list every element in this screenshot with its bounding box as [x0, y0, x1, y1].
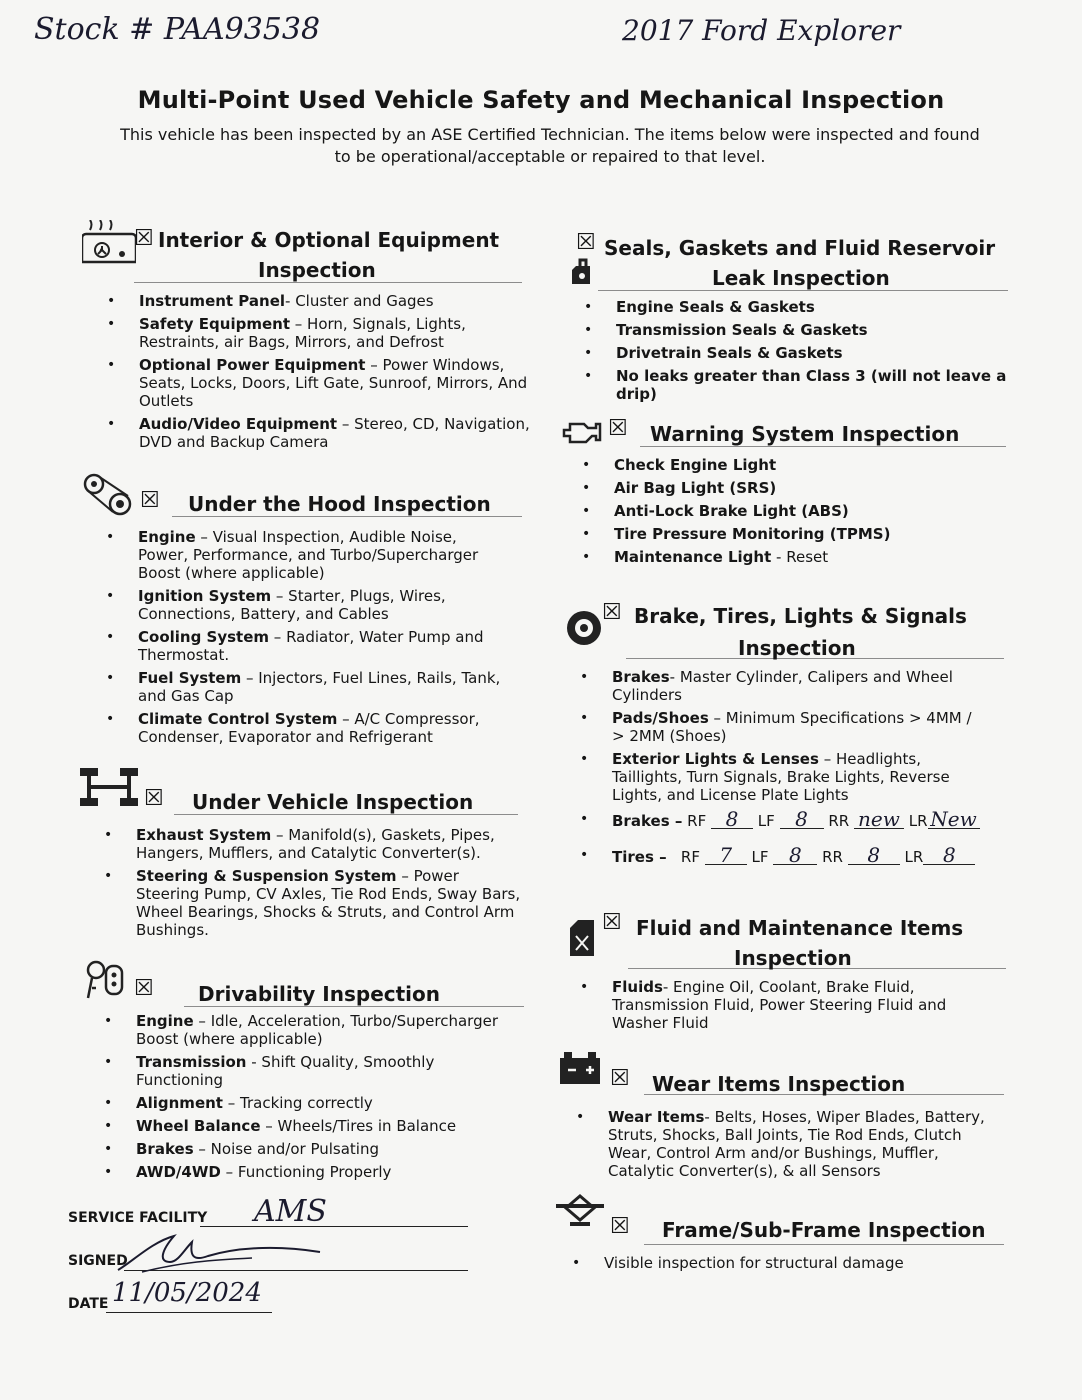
- under-hood-header: Under the Hood Inspection: [172, 472, 522, 517]
- engine-belts-icon: [82, 472, 136, 518]
- section-under-vehicle: [78, 766, 521, 939]
- list-item: • Engine Seals & Gaskets: [584, 298, 1014, 316]
- section-warning: [560, 410, 1006, 566]
- date-label: DATE: [68, 1296, 109, 1312]
- brakes-tires-header: Brake, Tires, Lights & Signals Inspection: [626, 596, 1004, 659]
- tire-lf-value[interactable]: 8: [773, 846, 817, 865]
- section-interior: [82, 220, 530, 451]
- page-title: Multi-Point Used Vehicle Safety and Mechanical Inspection: [137, 86, 945, 114]
- section-wear: [558, 1050, 1004, 1180]
- list-item: • Air Bag Light (SRS): [582, 479, 1002, 497]
- brake-rf-value[interactable]: 8: [711, 810, 753, 829]
- section-seals: [568, 228, 1008, 403]
- list-item: • Fuel System – Injectors, Fuel Lines, Rails, Tank, and Gas Cap: [106, 669, 506, 705]
- seals-list: [584, 298, 1014, 408]
- list-item: • Anti-Lock Brake Light (ABS): [582, 502, 1002, 520]
- list-item: • Cooling System – Radiator, Water Pump and Thermostat.: [106, 628, 506, 664]
- seals-header: Seals, Gaskets and Fluid Reservoir Leak Inspection: [598, 228, 1008, 291]
- list-item: • Ignition System – Starter, Plugs, Wires, Connections, Battery, and Cables: [106, 587, 506, 623]
- list-item: • Check Engine Light: [582, 456, 1002, 474]
- tires-measurements: • Tires – RF 7 LF 8 RR 8 LR 8: [580, 846, 980, 866]
- check-engine-icon: [560, 416, 604, 446]
- list-item: • Tire Pressure Monitoring (TPMS): [582, 525, 1002, 543]
- list-item: • Engine – Idle, Acceleration, Turbo/Supercharger Boost (where applicable): [104, 1012, 524, 1048]
- list-item: • Alignment – Tracking correctly: [104, 1094, 524, 1112]
- seals-checkbox[interactable]: ☒: [576, 230, 596, 255]
- axle-icon: [78, 766, 140, 812]
- service-facility-line[interactable]: [200, 1226, 468, 1227]
- service-facility-label: SERVICE FACILITY: [68, 1210, 208, 1226]
- section-under-hood: [82, 472, 522, 746]
- wear-list: [576, 1108, 996, 1185]
- brakes-measurements: • Brakes – RF 8 LF 8 RR new LR New: [580, 810, 980, 830]
- list-item: • Wheel Balance – Wheels/Tires in Balance: [104, 1117, 524, 1135]
- list-item: • Instrument Panel- Cluster and Gages: [107, 292, 542, 310]
- frame-list: [572, 1254, 992, 1277]
- date-value: 11/05/2024: [112, 1278, 262, 1308]
- list-item: • Drivetrain Seals & Gaskets: [584, 344, 1014, 362]
- section-frame: [552, 1192, 1004, 1272]
- list-item: • Engine – Visual Inspection, Audible Noise, Power, Performance, and Turbo/Supercharger Boost (where applicable): [106, 528, 506, 582]
- section-brakes-tires: [564, 596, 1004, 867]
- brake-lf-value[interactable]: 8: [780, 810, 824, 829]
- under-hood-list: [106, 528, 506, 751]
- under-hood-checkbox[interactable]: ☒: [140, 488, 160, 513]
- list-item: • Transmission - Shift Quality, Smoothly Functioning: [104, 1053, 524, 1089]
- list-item: • Audio/Video Equipment – Stereo, CD, Navigation, DVD and Backup Camera: [107, 415, 542, 451]
- brake-lr-value[interactable]: New: [928, 810, 980, 829]
- drivability-header: Drivability Inspection: [184, 958, 524, 1007]
- tire-rr-value[interactable]: 8: [848, 846, 900, 865]
- under-vehicle-checkbox[interactable]: ☒: [144, 786, 164, 811]
- brake-disc-icon: [564, 608, 604, 648]
- list-item: • Exhaust System – Manifold(s), Gaskets, Pipes, Hangers, Mufflers, and Catalytic Converter(s).: [104, 826, 524, 862]
- warning-checkbox[interactable]: ☒: [608, 416, 628, 441]
- interior-dashboard-icon: [82, 220, 136, 274]
- interior-header: Interior & Optional Equipment Inspection: [134, 220, 522, 283]
- frame-checkbox[interactable]: ☒: [610, 1214, 630, 1239]
- drivability-list: [104, 1012, 524, 1186]
- tire-lr-value[interactable]: 8: [923, 846, 975, 865]
- drivability-checkbox[interactable]: ☒: [134, 976, 154, 1001]
- list-item: • Steering & Suspension System – Power Steering Pump, CV Axles, Tie Rod Ends, Sway Bars, Wheel Bearings, Shocks & Struts, and Control Arm Bushings.: [104, 867, 524, 939]
- stock-number: Stock # PAA93538: [34, 12, 321, 47]
- list-item: • Fluids- Engine Oil, Coolant, Brake Fluid, Transmission Fluid, Power Steering Fluid and Washer Fluid: [580, 978, 960, 1032]
- interior-list: [107, 292, 542, 456]
- under-vehicle-list: [104, 826, 524, 944]
- list-item: • Brakes- Master Cylinder, Calipers and Wheel Cylinders: [580, 668, 980, 704]
- list-item: • AWD/4WD – Functioning Properly: [104, 1163, 524, 1181]
- brake-rr-value[interactable]: new: [854, 810, 904, 829]
- list-item: • Transmission Seals & Gaskets: [584, 321, 1014, 339]
- battery-icon: [558, 1050, 602, 1086]
- list-item: • No leaks greater than Class 3 (will not leave a drip): [584, 367, 1014, 403]
- service-facility-value: AMS: [254, 1194, 327, 1229]
- section-fluid: [566, 906, 1006, 1032]
- list-item: • Safety Equipment – Horn, Signals, Lights, Restraints, air Bags, Mirrors, and Defrost: [107, 315, 542, 351]
- wear-header: Wear Items Inspection: [644, 1050, 1004, 1095]
- interior-checkbox[interactable]: ☒: [134, 226, 154, 251]
- brakes-tires-list: [580, 668, 980, 871]
- signature-mark: [112, 1232, 322, 1276]
- under-vehicle-header: Under Vehicle Inspection: [174, 766, 518, 815]
- brakes-tires-checkbox[interactable]: ☒: [602, 600, 622, 625]
- signed-label: SIGNED: [68, 1253, 128, 1269]
- car-jack-icon: [552, 1192, 608, 1232]
- car-key-icon: [84, 958, 128, 1002]
- date-line[interactable]: [106, 1312, 272, 1313]
- list-item: • Pads/Shoes – Minimum Specifications > 4MM / > 2MM (Shoes): [580, 709, 980, 745]
- list-item: • Maintenance Light - Reset: [582, 548, 1002, 566]
- fluid-header: Fluid and Maintenance Items Inspection: [628, 906, 1006, 969]
- fluid-list: [580, 978, 960, 1037]
- fuel-can-icon: [566, 916, 598, 960]
- list-item: • Visible inspection for structural damage: [572, 1254, 992, 1272]
- frame-header: Frame/Sub-Frame Inspection: [644, 1192, 1004, 1245]
- vehicle-description: 2017 Ford Explorer: [622, 14, 901, 47]
- tire-rf-value[interactable]: 7: [705, 846, 747, 865]
- list-item: • Exterior Lights & Lenses – Headlights, Taillights, Turn Signals, Brake Lights, Reverse Lights, and License Plate Lights: [580, 750, 980, 804]
- oil-can-icon: [570, 256, 600, 286]
- list-item: • Wear Items- Belts, Hoses, Wiper Blades, Battery, Struts, Shocks, Ball Joints, Tie Rod Ends, Clutch Wear, Control Arm and/or Bushings, Muffler, Catalytic Converter(s), & all Sensors: [576, 1108, 996, 1180]
- warning-list: [582, 456, 1002, 571]
- section-drivability: [84, 958, 524, 1181]
- intro-text: This vehicle has been inspected by an ASE Certified Technician. The items below were inspected and found to be operational/acceptable or repaired to that level.: [120, 125, 980, 166]
- list-item: • Brakes – Noise and/or Pulsating: [104, 1140, 524, 1158]
- warning-header: Warning System Inspection: [640, 410, 1006, 447]
- list-item: • Optional Power Equipment – Power Windows, Seats, Locks, Doors, Lift Gate, Sunroof, Mirrors, And Outlets: [107, 356, 542, 410]
- fluid-checkbox[interactable]: ☒: [602, 910, 622, 935]
- wear-checkbox[interactable]: ☒: [610, 1066, 630, 1091]
- list-item: • Climate Control System – A/C Compressor, Condenser, Evaporator and Refrigerant: [106, 710, 506, 746]
